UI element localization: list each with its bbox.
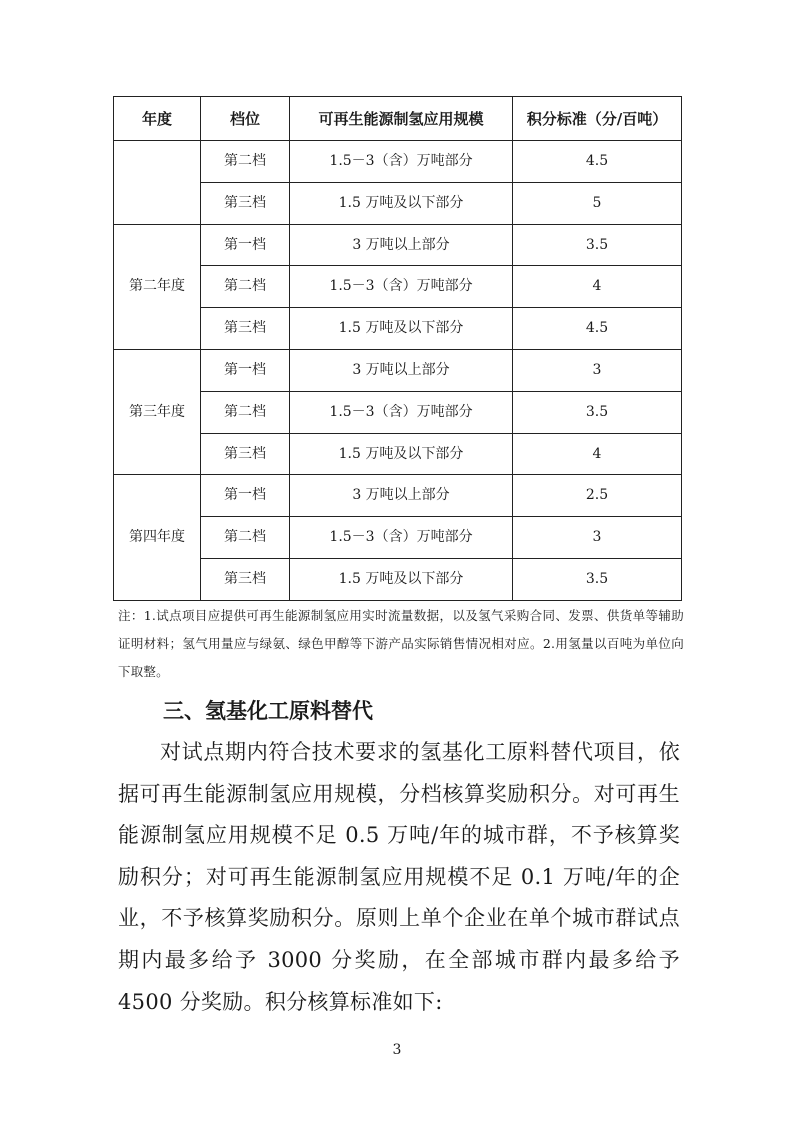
header-tier: 档位 <box>201 97 290 141</box>
scale-cell: 3 万吨以上部分 <box>290 475 513 517</box>
tier-cell: 第二档 <box>201 266 290 308</box>
tier-cell: 第二档 <box>201 391 290 433</box>
tier-cell: 第三档 <box>201 558 290 600</box>
year-cell <box>114 141 201 225</box>
tier-cell: 第三档 <box>201 182 290 224</box>
scale-cell: 1.5 万吨及以下部分 <box>290 182 513 224</box>
score-cell: 4 <box>513 266 682 308</box>
table-row <box>114 349 682 391</box>
year-cell: 第四年度 <box>114 475 201 600</box>
header-score: 积分标准（分/百吨） <box>513 97 682 141</box>
table-row <box>114 475 682 517</box>
scale-cell: 1.5－3（含）万吨部分 <box>290 141 513 183</box>
scale-cell: 3 万吨以上部分 <box>290 349 513 391</box>
scale-cell: 1.5－3（含）万吨部分 <box>290 391 513 433</box>
section-title: 三、氢基化工原料替代 <box>163 699 373 723</box>
score-cell: 3 <box>513 517 682 559</box>
tier-cell: 第三档 <box>201 433 290 475</box>
scale-cell: 1.5－3（含）万吨部分 <box>290 517 513 559</box>
tier-cell: 第一档 <box>201 349 290 391</box>
score-cell: 4 <box>513 433 682 475</box>
score-cell: 3.5 <box>513 558 682 600</box>
scoring-table <box>113 96 682 601</box>
body-paragraph: 对试点期内符合技术要求的氢基化工原料替代项目，依据可再生能源制氢应用规模，分档核算奖励积分。对可再生能源制氢应用规模不足 0.5 万吨/年的城市群，不予核算奖励积分；对可再生能源制氢应用规模不足 0.1 万吨/年的企业，不予核算奖励积分。原则上单个企业在单个城市群试点期内最多给予 3000 分奖励，在全部城市群内最多给予 4500 分奖励。积分核算标准如下: <box>118 740 680 1014</box>
tier-cell: 第三档 <box>201 308 290 350</box>
scale-cell: 1.5 万吨及以下部分 <box>290 308 513 350</box>
year-cell: 第三年度 <box>114 349 201 474</box>
scale-cell: 3 万吨以上部分 <box>290 224 513 266</box>
header-scale: 可再生能源制氢应用规模 <box>290 97 513 141</box>
scale-cell: 1.5 万吨及以下部分 <box>290 433 513 475</box>
score-cell: 4.5 <box>513 141 682 183</box>
score-cell: 4.5 <box>513 308 682 350</box>
score-cell: 5 <box>513 182 682 224</box>
table-row <box>114 224 682 266</box>
year-cell: 第二年度 <box>114 224 201 349</box>
scale-cell: 1.5－3（含）万吨部分 <box>290 266 513 308</box>
tier-cell: 第一档 <box>201 475 290 517</box>
score-cell: 3.5 <box>513 224 682 266</box>
score-cell: 3 <box>513 349 682 391</box>
scale-cell: 1.5 万吨及以下部分 <box>290 558 513 600</box>
tier-cell: 第二档 <box>201 517 290 559</box>
table-note: 注：1.试点项目应提供可再生能源制氢应用实时流量数据，以及氢气采购合同、发票、供货单等辅助证明材料；氢气用量应与绿氨、绿色甲醇等下游产品实际销售情况相对应。2.用氢量以百吨为单位向下取整。 <box>118 608 684 679</box>
tier-cell: 第二档 <box>201 141 290 183</box>
table-header-row <box>114 97 682 141</box>
tier-cell: 第一档 <box>201 224 290 266</box>
table-row <box>114 141 682 183</box>
score-cell: 2.5 <box>513 475 682 517</box>
page-number: 3 <box>392 1042 402 1058</box>
header-year: 年度 <box>114 97 201 141</box>
score-cell: 3.5 <box>513 391 682 433</box>
